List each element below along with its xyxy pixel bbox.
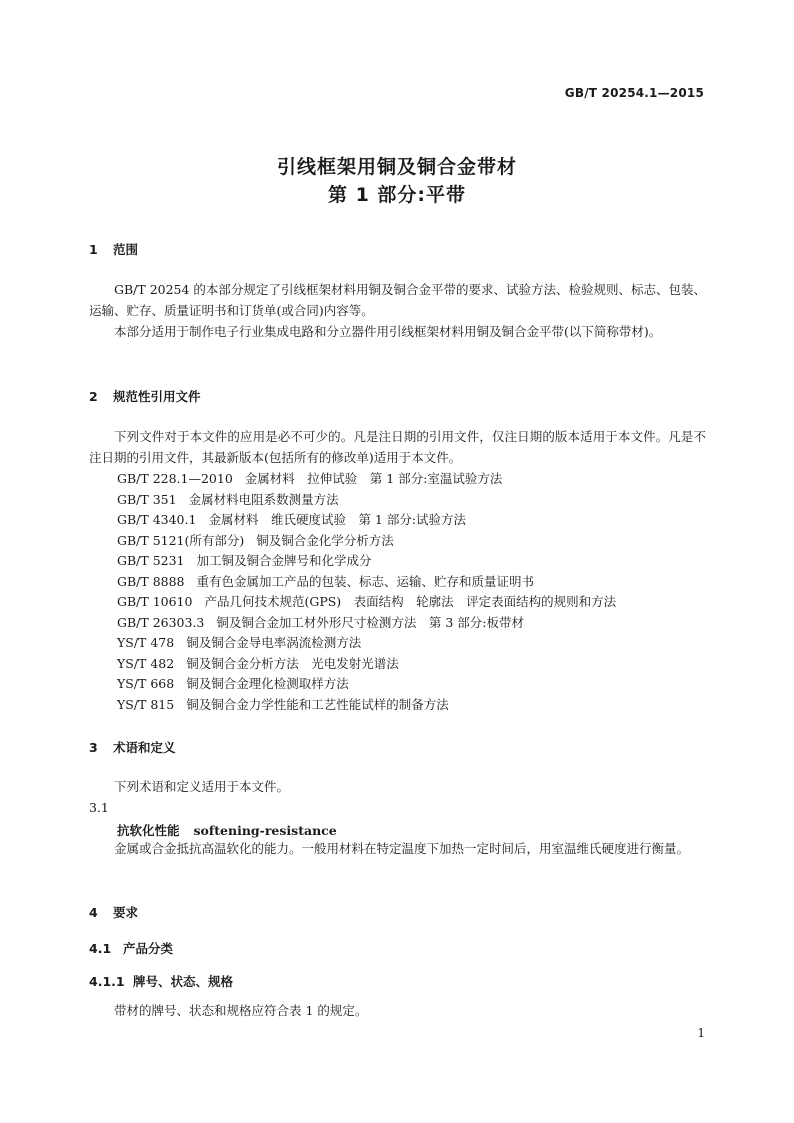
- reference-code: GB/T 5121(所有部分): [117, 533, 245, 548]
- reference-item: [117, 510, 466, 528]
- section-number: 3: [89, 740, 98, 755]
- reference-code: GB/T 351: [117, 492, 177, 507]
- reference-title: 金属材料 拉伸试验 第 1 部分:室温试验方法: [244, 471, 503, 486]
- reference-code: GB/T 8888: [117, 574, 185, 589]
- section-2-intro: 下列文件对于本文件的应用是必不可少的。凡是注日期的引用文件，仅注日期的版本适用于本文件。凡是不注日期的引用文件，其最新版本(包括所有的修改单)适用于本文件。: [89, 429, 706, 465]
- section-1-heading: [89, 240, 138, 258]
- reference-code: GB/T 5231: [117, 553, 185, 568]
- reference-item: [117, 592, 616, 610]
- document-title-line1: 引线框架用铜及铜合金带材: [276, 156, 517, 178]
- term-english: softening-resistance: [193, 823, 337, 838]
- section-2-heading: [89, 387, 201, 405]
- section-1-paragraph-2: 本部分适用于制作电子行业集成电路和分立器件用引线框架材料用铜及铜合金平带(以下简称带材)。: [114, 324, 662, 339]
- standard-code: GB/T 20254.1—2015: [564, 86, 704, 100]
- section-number: 4: [89, 905, 98, 920]
- reference-code: YS/T 815: [117, 697, 175, 712]
- reference-code: GB/T 10610: [117, 594, 193, 609]
- section-3-intro: 下列术语和定义适用于本文件。: [114, 779, 290, 794]
- reference-item: [117, 633, 361, 651]
- reference-title: 铜及铜合金理化检测取样方法: [186, 676, 349, 691]
- section-1-paragraph-1: GB/T 20254 的本部分规定了引线框架材料用铜及铜合金平带的要求、试验方法、检验规则、标志、包装、运输、贮存、质量证明书和订货单(或合同)内容等。: [89, 282, 706, 318]
- document-title-line2: 第 1 部分:平带: [327, 184, 467, 206]
- reference-code: YS/T 478: [117, 635, 175, 650]
- section-title: 术语和定义: [113, 740, 176, 755]
- section-title: 要求: [113, 905, 139, 920]
- reference-item: [117, 551, 372, 569]
- reference-title: 铜及铜合金化学分析方法: [256, 533, 394, 548]
- section-title: 规范性引用文件: [113, 389, 201, 404]
- reference-item: [117, 490, 339, 508]
- subsection-4-1-heading: [89, 939, 173, 957]
- reference-item: [117, 572, 534, 590]
- term-number: 3.1: [89, 800, 109, 815]
- reference-item: [117, 469, 502, 487]
- term-chinese: 抗软化性能: [117, 823, 180, 838]
- subsection-number: 4.1: [89, 941, 112, 956]
- subsection-number: 4.1.1: [89, 974, 125, 989]
- term-heading: [117, 821, 337, 839]
- reference-code: GB/T 4340.1: [117, 512, 197, 527]
- reference-code: YS/T 668: [117, 676, 175, 691]
- page-number: 1: [697, 1026, 705, 1040]
- reference-title: 加工铜及铜合金牌号和化学成分: [196, 553, 372, 568]
- section-4-heading: [89, 903, 138, 921]
- reference-item: [117, 654, 399, 672]
- reference-title: 铜及铜合金分析方法 光电发射光谱法: [186, 656, 399, 671]
- reference-code: YS/T 482: [117, 656, 175, 671]
- section-number: 2: [89, 389, 98, 404]
- reference-title: 产品几何技术规范(GPS) 表面结构 轮廓法 评定表面结构的规则和方法: [204, 594, 617, 609]
- reference-title: 金属材料 维氏硬度试验 第 1 部分:试验方法: [208, 512, 467, 527]
- reference-title: 金属材料电阻系数测量方法: [188, 492, 339, 507]
- reference-title: 铜及铜合金导电率涡流检测方法: [186, 635, 362, 650]
- section-3-heading: [89, 738, 176, 756]
- section-number: 1: [89, 242, 98, 257]
- subsection-4-1-1-heading: [89, 972, 233, 990]
- subsection-title: 产品分类: [123, 941, 174, 956]
- subsection-title: 牌号、状态、规格: [133, 974, 234, 989]
- reference-item: [117, 674, 349, 692]
- subsection-4-1-1-text: 带材的牌号、状态和规格应符合表 1 的规定。: [114, 1003, 368, 1018]
- term-definition: 金属或合金抵抗高温软化的能力。一般用材料在特定温度下加热一定时间后，用室温维氏硬度进行衡量。: [114, 841, 690, 856]
- reference-title: 铜及铜合金力学性能和工艺性能试样的制备方法: [186, 697, 449, 712]
- reference-item: [117, 613, 524, 631]
- reference-title: 重有色金属加工产品的包装、标志、运输、贮存和质量证明书: [196, 574, 535, 589]
- reference-title: 铜及铜合金加工材外形尺寸检测方法 第 3 部分:板带材: [216, 615, 525, 630]
- reference-code: GB/T 26303.3: [117, 615, 205, 630]
- reference-item: [117, 531, 394, 549]
- section-title: 范围: [113, 242, 139, 257]
- reference-item: [117, 695, 449, 713]
- reference-code: GB/T 228.1—2010: [117, 471, 233, 486]
